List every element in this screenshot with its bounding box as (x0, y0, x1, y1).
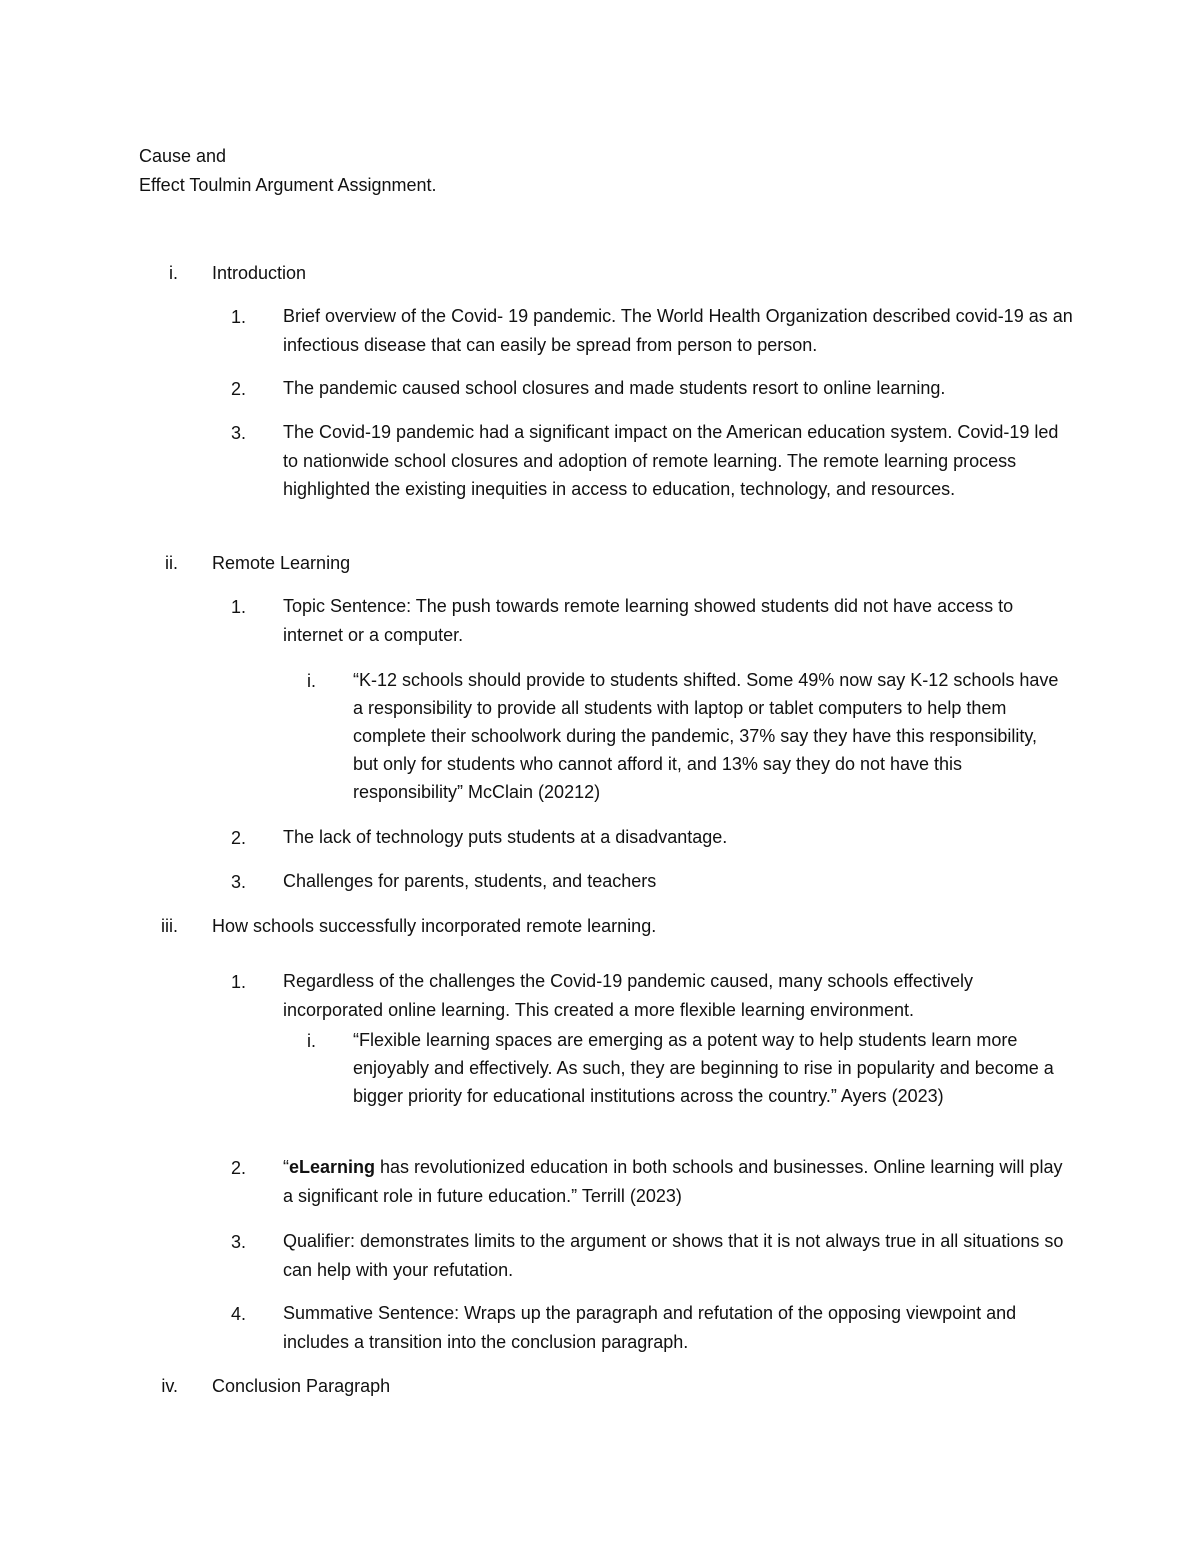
section-heading-introduction: Introduction (212, 263, 307, 283)
list-item-marker: 1. (231, 597, 247, 617)
list-item-marker: 2. (231, 379, 247, 399)
section-marker: i. (169, 263, 178, 283)
sub-item-marker: i. (307, 671, 316, 691)
list-item-text: Summative Sentence: Wraps up the paragraph and refutation of the opposing viewpoint and includes a transition into the conclusion paragraph. (283, 1303, 1017, 1352)
sub-item-quote: “K-12 schools should provide to students shifted. Some 49% now say K-12 schools have a responsibility to provide all students with laptop or tablet computers to help them complete their schoolwork during the pandemic, 37% say they have this responsibility, but only for students who cannot afford it, and 13% say they do not have this responsibility” McClain (20212) (353, 670, 1059, 802)
bold-term-elearning: eLearning (289, 1157, 376, 1177)
list-item-marker: 3. (231, 1232, 247, 1252)
list-item-marker: 4. (231, 1304, 247, 1324)
list-item-text: Challenges for parents, students, and teachers (283, 871, 657, 891)
list-item-marker: 3. (231, 423, 247, 443)
section-marker: ii. (165, 553, 178, 573)
list-item-text: Brief overview of the Covid- 19 pandemic. The World Health Organization described covid-19 as an infectious disease that can easily be spread from person to person. (283, 306, 1073, 355)
list-item-marker: 1. (231, 972, 247, 992)
list-item-text-rest: has revolutionized education in both schools and businesses. Online learning will play a significant role in future education.” Terrill (2023) (283, 1157, 1063, 1206)
section-heading-remote-learning: Remote Learning (212, 553, 351, 573)
list-item-text: Regardless of the challenges the Covid-19 pandemic caused, many schools effectively incorporated online learning. This created a more flexible learning environment. (283, 971, 974, 1020)
section-marker: iii. (161, 916, 178, 936)
list-item-text: The pandemic caused school closures and made students resort to online learning. (283, 378, 946, 398)
title-line-1: Cause and (139, 146, 227, 166)
list-item-text: The lack of technology puts students at a disadvantage. (283, 827, 728, 847)
section-marker: iv. (161, 1376, 178, 1396)
list-item-marker: 1. (231, 307, 247, 327)
list-item-marker: 2. (231, 828, 247, 848)
section-heading-conclusion: Conclusion Paragraph (212, 1376, 391, 1396)
list-item-text: The Covid-19 pandemic had a significant impact on the American education system. Covid-19 led to nationwide school closures and adoption of remote learning. The remote learning process highlighted the existing inequities in access to education, technology, and resources. (283, 422, 1059, 499)
quote-open: “ (283, 1157, 289, 1177)
list-item-marker: 2. (231, 1158, 247, 1178)
list-item-marker: 3. (231, 872, 247, 892)
section-heading-how-schools: How schools successfully incorporated remote learning. (212, 916, 657, 936)
sub-item-marker: i. (307, 1031, 316, 1051)
sub-item-quote: “Flexible learning spaces are emerging as a potent way to help students learn more enjoyably and effectively. As such, they are beginning to rise in popularity and become a bigger priority for educational institutions across the country.” Ayers (2023) (353, 1030, 1054, 1106)
list-item-text-elearning (283, 1153, 1073, 1210)
title-line-2: Effect Toulmin Argument Assignment. (139, 175, 437, 195)
list-item-text: Qualifier: demonstrates limits to the argument or shows that it is not always true in all situations so can help with your refutation. (283, 1231, 1064, 1280)
list-item-text: Topic Sentence: The push towards remote learning showed students did not have access to internet or a computer. (283, 596, 1014, 645)
